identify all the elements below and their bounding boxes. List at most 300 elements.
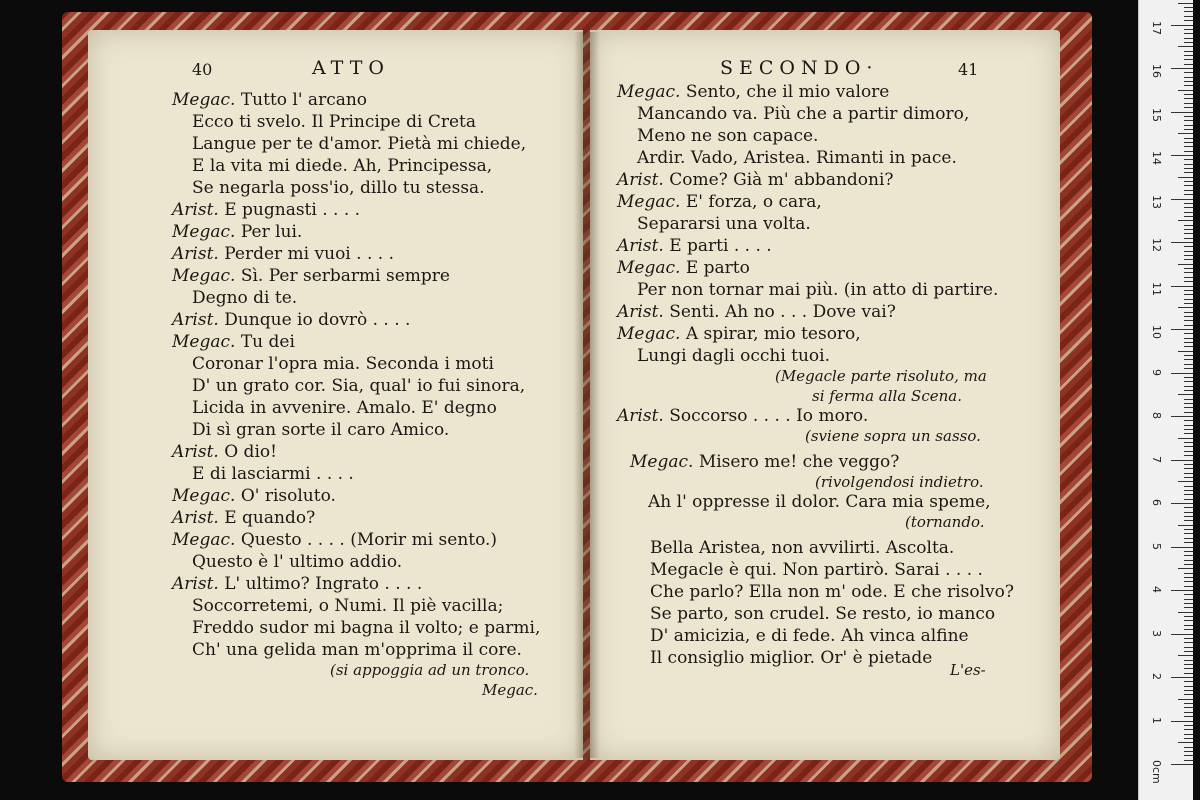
- ruler-tick: [1178, 220, 1193, 221]
- ruler-label: 11: [1150, 281, 1163, 296]
- left-text-line: [172, 508, 315, 528]
- verse-text: Ardir. Vado, Aristea. Rimanti in pace.: [637, 148, 957, 168]
- ruler-tick: [1171, 677, 1193, 678]
- ruler-tick: [1184, 342, 1193, 343]
- ruler-tick: [1178, 133, 1193, 134]
- verse-text: E parto: [685, 258, 750, 278]
- ruler-tick: [1178, 568, 1193, 569]
- left-text-line: [192, 134, 526, 154]
- ruler-tick: [1184, 172, 1193, 173]
- ruler-tick: [1171, 416, 1193, 417]
- speaker-name: Megac.: [172, 530, 236, 550]
- ruler-tick: [1184, 138, 1193, 139]
- ruler-tick: [1184, 312, 1193, 313]
- ruler-tick: [1184, 386, 1193, 387]
- right-text-line: [637, 148, 957, 168]
- ruler-tick: [1184, 290, 1193, 291]
- stage-direction: (tornando.: [905, 513, 985, 531]
- stage-direction: (rivolgendosi indietro.: [815, 473, 984, 491]
- ruler-tick: [1184, 381, 1193, 382]
- verse-text: Questo è l' ultimo addio.: [192, 552, 403, 572]
- ruler-tick: [1184, 346, 1193, 347]
- ruler-tick: [1184, 359, 1193, 360]
- ruler-tick: [1184, 681, 1193, 682]
- speaker-name: Megac.: [617, 258, 681, 278]
- left-running-header: ATTO: [312, 57, 390, 79]
- ruler-tick: [1184, 647, 1193, 648]
- ruler-tick: [1184, 333, 1193, 334]
- ruler-tick: [1171, 112, 1193, 113]
- right-text-line: [775, 366, 987, 386]
- ruler-tick: [1184, 364, 1193, 365]
- speaker-name: Arist.: [172, 200, 219, 220]
- ruler-tick: [1184, 190, 1193, 191]
- right-text-line: [650, 582, 1014, 602]
- stage-direction: (si appoggia ad un tronco.: [330, 661, 530, 679]
- ruler-tick: [1184, 303, 1193, 304]
- verse-text: Langue per te d'amor. Pietà mi chiede,: [192, 134, 527, 154]
- ruler-tick: [1184, 355, 1193, 356]
- ruler-tick: [1184, 747, 1193, 748]
- verse-text: D' amicizia, e di fede. Ah vinca alfine: [650, 626, 969, 646]
- verse-text: Meno ne son capace.: [637, 126, 819, 146]
- verse-text: Perder mi vuoi . . . .: [224, 244, 394, 264]
- left-text-line: [172, 244, 394, 264]
- verse-text: Megacle è qui. Non partirò. Sarai . . . .: [650, 560, 983, 580]
- verse-text: Mancando va. Più che a partir dimoro,: [637, 104, 970, 124]
- ruler-tick: [1184, 120, 1193, 121]
- ruler-tick: [1184, 477, 1193, 478]
- ruler-tick: [1178, 438, 1193, 439]
- speaker-name: Arist.: [617, 406, 664, 426]
- ruler-tick: [1184, 51, 1193, 52]
- right-text-line: [617, 192, 822, 212]
- ruler-label: 13: [1150, 194, 1163, 209]
- right-text-line: [650, 560, 983, 580]
- ruler-label: 12: [1150, 238, 1163, 252]
- right-text-line: [637, 280, 998, 300]
- ruler-tick: [1184, 668, 1193, 669]
- ruler-tick: [1184, 581, 1193, 582]
- right-text-line: [617, 170, 894, 190]
- ruler-tick: [1184, 185, 1193, 186]
- right-text-line: [650, 626, 969, 646]
- ruler-tick: [1171, 503, 1193, 504]
- ruler-tick: [1184, 107, 1193, 108]
- verse-text: Il consiglio miglior. Or' è pietade: [650, 648, 933, 668]
- ruler-tick: [1184, 325, 1193, 326]
- ruler-label: 2: [1150, 673, 1163, 680]
- right-text-line: [617, 302, 896, 322]
- ruler-tick: [1184, 277, 1193, 278]
- ruler-tick: [1184, 207, 1193, 208]
- right-text-line: [805, 426, 981, 446]
- ruler-tick: [1184, 686, 1193, 687]
- left-text-line: [172, 530, 497, 550]
- ruler-tick: [1184, 673, 1193, 674]
- ruler-tick: [1171, 199, 1193, 200]
- right-text-line: [650, 538, 954, 558]
- verse-text: Separarsi una volta.: [637, 214, 811, 234]
- ruler-tick: [1178, 699, 1193, 700]
- ruler-tick: [1184, 151, 1193, 152]
- ruler-tick: [1184, 564, 1193, 565]
- ruler-tick: [1171, 329, 1193, 330]
- verse-text: L' ultimo? Ingrato . . . .: [224, 574, 423, 594]
- ruler-tick: [1184, 33, 1193, 34]
- ruler-tick: [1178, 307, 1193, 308]
- speaker-name: Megac.: [172, 486, 236, 506]
- ruler-tick: [1171, 242, 1193, 243]
- verse-text: Licida in avvenire. Amalo. E' degno: [192, 398, 497, 418]
- ruler-label: 8: [1150, 412, 1163, 419]
- ruler-tick: [1184, 146, 1193, 147]
- ruler-tick: [1184, 94, 1193, 95]
- ruler-label: 17: [1150, 20, 1163, 35]
- right-page-number: 41: [958, 60, 979, 79]
- ruler-tick: [1184, 320, 1193, 321]
- ruler-tick: [1184, 629, 1193, 630]
- ruler-label: 16: [1150, 64, 1163, 78]
- ruler-tick: [1184, 586, 1193, 587]
- speaker-name: Megac.: [617, 192, 681, 212]
- verse-text: Senti. Ah no . . . Dove vai?: [669, 302, 896, 322]
- left-text-line: [192, 354, 494, 374]
- speaker-name: Megac.: [172, 222, 236, 242]
- ruler-tick: [1184, 246, 1193, 247]
- ruler-tick: [1184, 251, 1193, 252]
- left-text-line: [172, 332, 295, 352]
- ruler-tick: [1184, 712, 1193, 713]
- left-text-line: [192, 156, 492, 176]
- speaker-name: Arist.: [172, 508, 219, 528]
- ruler-tick: [1184, 229, 1193, 230]
- left-text-line: [192, 288, 297, 308]
- left-text-line: [192, 464, 354, 484]
- verse-text: A spirar, mio tesoro,: [685, 324, 861, 344]
- ruler-tick: [1184, 164, 1193, 165]
- verse-text: Dunque io dovrò . . . .: [224, 310, 411, 330]
- verse-text: Tu dei: [240, 332, 295, 352]
- ruler-tick: [1184, 499, 1193, 500]
- ruler-tick: [1184, 533, 1193, 534]
- ruler-tick: [1184, 64, 1193, 65]
- ruler-tick: [1178, 394, 1193, 395]
- ruler-tick: [1184, 555, 1193, 556]
- right-text-line: [812, 386, 962, 406]
- ruler-tick: [1171, 764, 1193, 765]
- speaker-name: Arist.: [617, 236, 664, 256]
- ruler-tick: [1184, 7, 1193, 8]
- ruler-tick: [1184, 294, 1193, 295]
- verse-text: E pugnasti . . . .: [224, 200, 361, 220]
- ruler-tick: [1171, 590, 1193, 591]
- ruler-tick: [1184, 468, 1193, 469]
- ruler-tick: [1184, 707, 1193, 708]
- ruler-tick: [1184, 11, 1193, 12]
- ruler-label: 4: [1150, 586, 1163, 593]
- verse-text: Sì. Per serbarmi sempre: [240, 266, 450, 286]
- speaker-name: Megac.: [630, 452, 694, 472]
- ruler-tick: [1184, 233, 1193, 234]
- ruler-tick: [1184, 625, 1193, 626]
- ruler-tick: [1184, 538, 1193, 539]
- ruler-tick: [1184, 755, 1193, 756]
- verse-text: O dio!: [224, 442, 277, 462]
- ruler-tick: [1184, 577, 1193, 578]
- ruler-tick: [1184, 268, 1193, 269]
- ruler-tick: [1184, 486, 1193, 487]
- ruler-label: 10: [1150, 325, 1163, 339]
- ruler-tick: [1184, 85, 1193, 86]
- ruler-tick: [1178, 351, 1193, 352]
- right-text-line: [617, 406, 868, 426]
- stage-direction: (sviene sopra un sasso.: [805, 427, 981, 445]
- ruler-tick: [1184, 38, 1193, 39]
- left-page-number: 40: [192, 60, 213, 79]
- ruler-tick: [1184, 216, 1193, 217]
- ruler-tick: [1184, 607, 1193, 608]
- ruler-tick: [1184, 238, 1193, 239]
- measurement-ruler: [1138, 0, 1193, 800]
- stage-direction: (Megacle parte risoluto, ma: [775, 367, 987, 385]
- book-gutter: [574, 32, 600, 758]
- ruler-label: 5: [1150, 542, 1163, 550]
- ruler-tick: [1184, 603, 1193, 604]
- ruler-tick: [1184, 694, 1193, 695]
- ruler-tick: [1178, 46, 1193, 47]
- right-running-header: SECONDO·: [720, 57, 879, 79]
- ruler-tick: [1184, 738, 1193, 739]
- verse-text: Ah l' oppresse il dolor. Cara mia speme,: [648, 492, 991, 512]
- verse-text: E la vita mi diede. Ah, Principessa,: [192, 156, 493, 176]
- ruler-tick: [1184, 377, 1193, 378]
- ruler-tick: [1184, 729, 1193, 730]
- ruler-tick: [1184, 225, 1193, 226]
- right-text-line: [637, 346, 830, 366]
- ruler-tick: [1171, 25, 1193, 26]
- ruler-tick: [1184, 299, 1193, 300]
- ruler-tick: [1184, 716, 1193, 717]
- left-text-line: [172, 442, 277, 462]
- ruler-tick: [1184, 399, 1193, 400]
- left-text-line: [192, 618, 540, 638]
- ruler-tick: [1171, 373, 1193, 374]
- left-text-line: [172, 486, 336, 506]
- ruler-tick: [1184, 494, 1193, 495]
- left-text-line: [192, 178, 485, 198]
- right-text-line: [637, 126, 818, 146]
- ruler-tick: [1171, 286, 1193, 287]
- left-text-line: [172, 200, 360, 220]
- ruler-label: 3: [1150, 629, 1163, 637]
- ruler-tick: [1184, 142, 1193, 143]
- left-text-line: [192, 398, 497, 418]
- ruler-tick: [1184, 129, 1193, 130]
- ruler-tick: [1184, 490, 1193, 491]
- verse-text: Coronar l'opra mia. Seconda i moti: [192, 354, 494, 374]
- left-text-line: [192, 596, 503, 616]
- left-text-line: [172, 310, 410, 330]
- ruler-tick: [1184, 429, 1193, 430]
- ruler-tick: [1184, 116, 1193, 117]
- verse-text: O' risoluto.: [240, 486, 336, 506]
- ruler-tick: [1184, 77, 1193, 78]
- verse-text: Di sì gran sorte il caro Amico.: [192, 420, 450, 440]
- ruler-tick: [1184, 594, 1193, 595]
- ruler-tick: [1184, 338, 1193, 339]
- left-text-line: [192, 112, 476, 132]
- ruler-tick: [1184, 98, 1193, 99]
- verse-text: Soccorretemi, o Numi. Il piè vacilla;: [192, 596, 504, 616]
- ruler-tick: [1184, 212, 1193, 213]
- left-text-line: [192, 376, 525, 396]
- ruler-label: 0cm: [1150, 760, 1163, 784]
- left-text-line: [172, 90, 367, 110]
- speaker-name: Arist.: [617, 302, 664, 322]
- speaker-name: Megac.: [172, 266, 236, 286]
- ruler-label: 1: [1150, 716, 1163, 724]
- ruler-label: 9: [1150, 368, 1163, 376]
- ruler-tick: [1178, 3, 1193, 4]
- stage-direction: Megac.: [482, 681, 538, 699]
- ruler-tick: [1184, 181, 1193, 182]
- ruler-tick: [1184, 368, 1193, 369]
- ruler-tick: [1184, 81, 1193, 82]
- verse-text: D' un grato cor. Sia, qual' io fui sinora,: [192, 376, 526, 396]
- ruler-tick: [1184, 442, 1193, 443]
- left-text-line: [172, 574, 422, 594]
- left-text-line: [192, 640, 522, 660]
- speaker-name: Arist.: [172, 244, 219, 264]
- ruler-tick: [1178, 612, 1193, 613]
- ruler-tick: [1184, 638, 1193, 639]
- ruler-tick: [1184, 642, 1193, 643]
- ruler-tick: [1184, 390, 1193, 391]
- verse-text: E di lasciarmi . . . .: [192, 464, 354, 484]
- verse-text: Se parto, son crudel. Se resto, io manco: [650, 604, 996, 624]
- verse-text: Se negarla poss'io, dillo tu stessa.: [192, 178, 485, 198]
- ruler-tick: [1184, 203, 1193, 204]
- verse-text: E parti . . . .: [669, 236, 772, 256]
- right-text-line: [617, 258, 750, 278]
- ruler-tick: [1184, 451, 1193, 452]
- ruler-tick: [1184, 660, 1193, 661]
- verse-text: Come? Già m' abbandoni?: [669, 170, 894, 190]
- ruler-tick: [1178, 90, 1193, 91]
- ruler-tick: [1184, 72, 1193, 73]
- verse-text: Lungi dagli occhi tuoi.: [637, 346, 831, 366]
- ruler-label: 6: [1150, 499, 1163, 506]
- ruler-tick: [1178, 264, 1193, 265]
- speaker-name: Arist.: [172, 310, 219, 330]
- stage-direction: si ferma alla Scena.: [812, 387, 962, 405]
- left-text-line: [192, 552, 402, 572]
- ruler-tick: [1184, 194, 1193, 195]
- ruler-tick: [1184, 255, 1193, 256]
- right-text-line: [905, 512, 984, 532]
- verse-text: Soccorso . . . . Io moro.: [669, 406, 869, 426]
- ruler-tick: [1184, 620, 1193, 621]
- ruler-tick: [1184, 690, 1193, 691]
- ruler-tick: [1184, 616, 1193, 617]
- ruler-tick: [1184, 512, 1193, 513]
- ruler-tick: [1184, 103, 1193, 104]
- ruler-tick: [1184, 551, 1193, 552]
- ruler-tick: [1184, 316, 1193, 317]
- verse-text: Per lui.: [240, 222, 303, 242]
- ruler-tick: [1184, 281, 1193, 282]
- verse-text: Degno di te.: [192, 288, 298, 308]
- speaker-name: Megac.: [617, 324, 681, 344]
- ruler-tick: [1184, 529, 1193, 530]
- ruler-tick: [1184, 734, 1193, 735]
- stage-direction: L'es-: [950, 661, 986, 679]
- ruler-tick: [1184, 516, 1193, 517]
- ruler-tick: [1184, 455, 1193, 456]
- verse-text: Sento, che il mio valore: [685, 82, 890, 102]
- right-text-line: [650, 648, 932, 668]
- verse-text: E quando?: [224, 508, 316, 528]
- verse-text: Ch' una gelida man m'opprima il core.: [192, 640, 522, 660]
- ruler-tick: [1184, 42, 1193, 43]
- ruler-tick: [1171, 721, 1193, 722]
- ruler-tick: [1184, 433, 1193, 434]
- speaker-name: Arist.: [617, 170, 664, 190]
- ruler-tick: [1184, 403, 1193, 404]
- ruler-tick: [1184, 664, 1193, 665]
- ruler-tick: [1171, 634, 1193, 635]
- ruler-tick: [1171, 68, 1193, 69]
- verse-text: Tutto l' arcano: [240, 90, 368, 110]
- right-text-line: [617, 82, 889, 102]
- verse-text: Questo . . . . (Morir mi sento.): [240, 530, 498, 550]
- right-text-line: [815, 472, 984, 492]
- ruler-tick: [1184, 507, 1193, 508]
- verse-text: Misero me! che veggo?: [698, 452, 900, 472]
- verse-text: Bella Aristea, non avvilirti. Ascolta.: [650, 538, 955, 558]
- speaker-name: Megac.: [172, 332, 236, 352]
- ruler-tick: [1184, 464, 1193, 465]
- right-text-line: [950, 660, 986, 680]
- ruler-tick: [1184, 573, 1193, 574]
- ruler-tick: [1184, 420, 1193, 421]
- left-text-line: [482, 680, 538, 700]
- left-text-line: [172, 222, 302, 242]
- ruler-tick: [1184, 751, 1193, 752]
- left-text-line: [330, 660, 529, 680]
- ruler-tick: [1184, 725, 1193, 726]
- verse-text: Per non tornar mai più. (in atto di partire.: [637, 280, 999, 300]
- right-text-line: [630, 452, 899, 472]
- ruler-tick: [1178, 742, 1193, 743]
- verse-text: Ecco ti svelo. Il Principe di Creta: [192, 112, 477, 132]
- left-text-line: [172, 266, 450, 286]
- ruler-tick: [1184, 520, 1193, 521]
- ruler-tick: [1184, 16, 1193, 17]
- ruler-tick: [1184, 259, 1193, 260]
- ruler-tick: [1184, 703, 1193, 704]
- right-text-line: [650, 604, 995, 624]
- ruler-label: 14: [1150, 151, 1163, 165]
- speaker-name: Arist.: [172, 574, 219, 594]
- ruler-label: 7: [1150, 455, 1163, 463]
- right-text-line: [617, 324, 861, 344]
- ruler-tick: [1184, 425, 1193, 426]
- right-text-line: [637, 104, 969, 124]
- ruler-tick: [1184, 651, 1193, 652]
- speaker-name: Megac.: [617, 82, 681, 102]
